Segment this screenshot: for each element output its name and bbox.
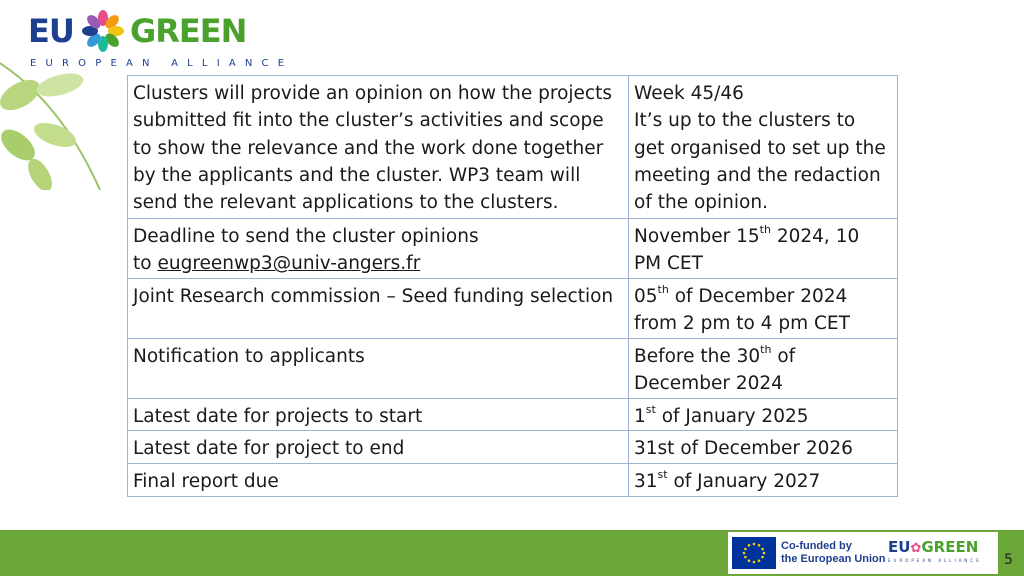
date-cell [629,399,898,431]
date-sup: st [657,468,668,482]
activity-cell: Notification to applicants [128,339,629,399]
date-post: 2024, 10 PM CET [634,226,860,275]
date-sup: th [657,282,669,296]
date-sup: th [760,342,772,356]
date-post: of December 2024 [634,346,796,395]
date-line: Week 45/46 [634,83,744,104]
date-sup: th [759,222,771,236]
date-cell [629,339,898,399]
timeline-table [127,75,898,497]
activity-text: Deadline to send the cluster opinions [133,226,479,247]
footer-eu-green-logo [888,537,982,563]
activity-prefix: to [133,253,152,275]
date-pre: November 15 [634,226,760,247]
date-cell: 31st of December 2026 [629,431,898,464]
cofunded-text [781,540,886,566]
footer-logo-tagline: EUROPEAN ALLIANCE [888,558,982,563]
table-row [128,431,898,464]
footer-logo-green: GREEN [921,538,979,556]
date-pre: 1 [634,406,646,427]
date-post: of December 2024 from 2 pm to 4 pm CET [634,286,850,335]
table-row [128,339,898,399]
date-cell [629,76,898,219]
activity-cell: Latest date for projects to start [128,399,629,431]
flower-icon [80,8,126,54]
logo-tagline: EUROPEAN ALLIANCE [30,58,294,69]
footer-flower-icon: ✿ [910,541,922,556]
table-row [128,219,898,279]
date-sup: st [645,402,656,416]
table-row [128,76,898,219]
footer-logo-eu: EU [888,538,911,556]
date-post: of January 2025 [655,406,809,427]
activity-cell: Clusters will provide an opinion on how the projects submitted fit into the cluster’s activities and scope to show the relevance and the work done together by the applicants and the cluster. WP3 team will send the relevant applications to the clusters. [128,76,629,219]
table-row [128,279,898,339]
logo-eu-text: EU [28,12,74,50]
date-pre: 05 [634,286,658,307]
eu-green-logo [28,6,294,70]
date-note: It’s up to the clusters to get organised to set up the meeting and the redaction of the opinion. [634,110,886,214]
activity-cell: Latest date for project to end [128,431,629,464]
date-cell [629,464,898,497]
date-pre: Before the 30 [634,346,761,367]
cofunded-line1: Co-funded by [781,540,852,552]
date-cell [629,219,898,279]
activity-cell: Final report due [128,464,629,497]
date-pre: 31 [634,471,658,493]
date-cell [629,279,898,339]
activity-cell: Joint Research commission – Seed funding selection [128,279,629,339]
logo-green-text: GREEN [130,12,247,50]
page-number: 5 [1004,552,1013,568]
table-row [128,399,898,431]
cofunded-line2: the European Union [781,553,886,565]
table-row [128,464,898,497]
email-link[interactable]: eugreenwp3@univ-angers.fr [157,253,421,275]
eu-flag-icon [732,537,776,569]
date-post: of January 2027 [667,471,821,493]
activity-cell [128,219,629,279]
